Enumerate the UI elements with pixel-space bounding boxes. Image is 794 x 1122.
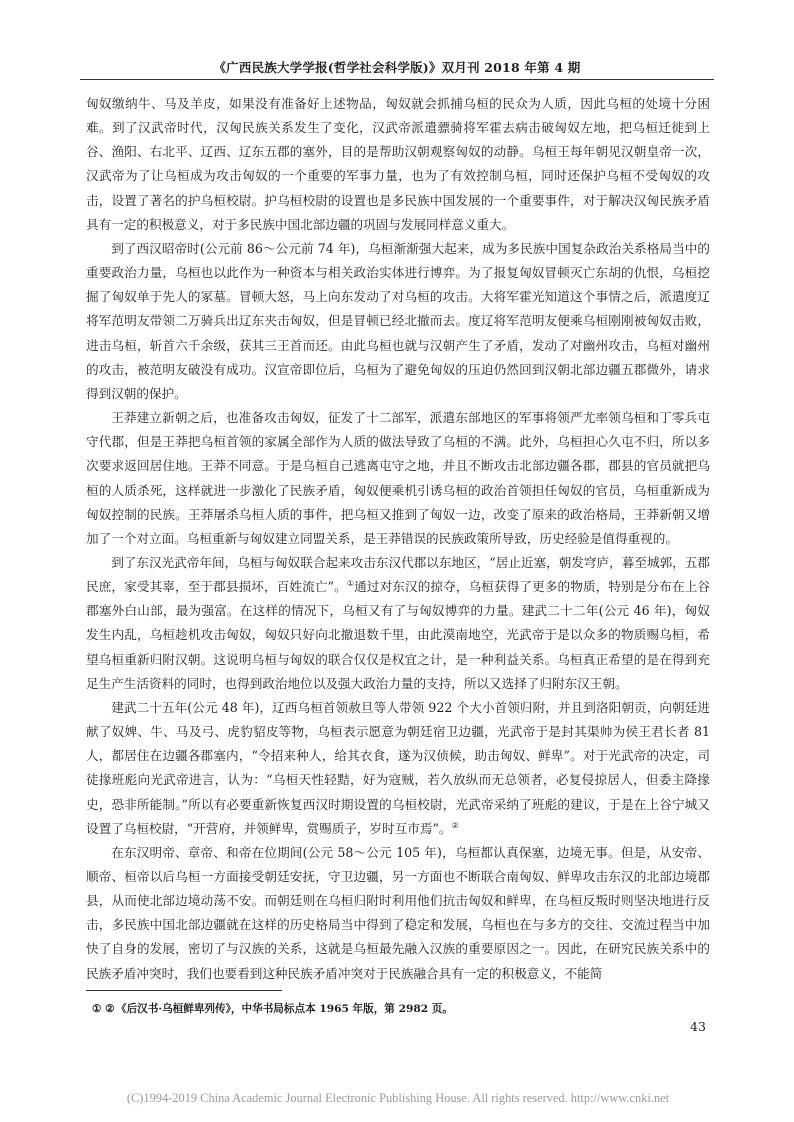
paragraph-4 — [86, 551, 710, 696]
footnote-divider — [86, 990, 282, 991]
paragraph-text: 在东汉明帝、章帝、和帝在位期间(公元 58～公元 105 年)，乌桓都认真保塞，边境无事。但是，从安帝、顺帝、桓帝以后乌桓一方面接受朝廷安抚，守卫边疆，另一方面也不断联合南匈奴、鲜卑攻击东汉的北部边境郡县，从而使北部边境动荡不安。而朝廷则在乌桓归附时利用他们抗击匈奴和鲜卑，在乌桓反叛时则坚决地进行反击，多民族中国北部边疆就在这样的历史格局当中得到了稳定和发展，乌桓也在与多方的交往、交流过程当中加快了自身的发展，密切了与汉族的关系，这就是乌桓最先融入汉族的重要原因之一。因此，在研究民族关系中的民族矛盾冲突时，我们也要看到这种民族矛盾冲突对于民族融合具有一定的积极意义，不能简 — [86, 844, 710, 981]
article-body — [86, 92, 710, 986]
paragraph-6 — [86, 841, 710, 986]
paragraph-text: 到了东汉光武帝年间，乌桓与匈奴联合起来攻击东汉代郡以东地区，“居止近塞，朝发穹庐，暮至城郭，五郡民庶，家受其辜，至于郡县损坏，百姓流亡”。 — [86, 554, 710, 595]
paragraph-text: 建武二十五年(公元 48 年)，辽西乌桓首领赦旦等人带领 922 个大小首领归附，并且到洛阳朝贡，向朝廷进献了奴婢、牛、马及弓、虎豹貂皮等物，乌桓表示愿意为朝廷宿卫边疆，光武帝于是封其渠帅为侯王君长者 81 人，都居住在边疆各郡塞内，“令招来种人，给其衣食，遂为汉侦候，助击匈奴、鲜卑”。对于光武帝的决定，司徒掾班彪向光武帝进言，认为：“乌桓天性轻黠，好为寇贼，若久放纵而无总领者，必复侵掠居人，但委主降掾史，恐非所能制。”所以有必要重新恢复西汉时期设置的乌桓校尉，光武帝采纳了班彪的建议，于是在上谷宁城又设置了乌桓校尉，“开营府，并领鲜卑，赏赐质子，岁时互市焉”。 — [86, 699, 710, 836]
footnote-text: 《后汉书·乌桓鲜卑列传》，中华书局标点本 1965 年版，第 2982 页。 — [116, 1003, 453, 1015]
paragraph-1 — [86, 92, 710, 237]
paragraph-text: 匈奴缴纳牛、马及羊皮，如果没有准备好上述物品，匈奴就会抓捕乌桓的民众为人质，因此乌桓的处境十分困难。到了汉武帝时代，汉匈民族关系发生了变化，汉武帝派遣骠骑将军霍去病击破匈奴左地，把乌桓迁徙到上谷、渔阳、右北平、辽西、辽东五郡的塞外，目的是帮助汉朝观察匈奴的动静。乌桓王每年朝见汉朝皇帝一次，汉武帝为了让乌桓成为攻击匈奴的一个重要的军事力量，也为了有效控制乌桓，同时还保护乌桓不受匈奴的攻击，设置了著名的护乌桓校尉。护乌桓校尉的设置也是多民族中国发展的一个重要事件，对于解决汉匈民族矛盾具有一定的积极意义，对于多民族中国北部边疆的巩固与发展同样意义重大。 — [86, 96, 710, 232]
footnote — [92, 1001, 692, 1017]
paragraph-text: 到了西汉昭帝时(公元前 86～公元前 74 年)，乌桓渐渐强大起来，成为多民族中国复杂政治关系格局当中的重要政治力量，乌桓也以此作为一种资本与相关政治实体进行博弈。为了报复匈奴冒顿灭亡东胡的仇恨，乌桓挖掘了匈奴单于先人的冢墓。冒顿大怒，马上向东发动了对乌桓的攻击。大将军霍光知道这个事情之后，派遣度辽将军范明友带领二万骑兵出辽东夹击匈奴，但是冒顿已经北撤而去。度辽将军范明友便乘乌桓刚刚被匈奴击败，进击乌桓，斩首六千余级，获其三王首而还。由此乌桓也就与汉朝产生了矛盾，发动了对幽州攻击，乌桓对幽州的攻击，被范明友破没有成功。汉宣帝即位后，乌桓为了避免匈奴的压迫仍然回到汉朝北部边疆五郡微外，请求得到汉朝的保护。 — [86, 240, 710, 401]
footnote-ref-1[interactable]: ① — [346, 579, 355, 589]
paragraph-3 — [86, 406, 710, 551]
page-number: 43 — [690, 1019, 706, 1034]
journal-running-header: 《广西民族大学学报(哲学社会科学版)》双月刊 2018 年第 4 期 — [213, 60, 581, 75]
header-divider — [80, 79, 714, 80]
footnote-ref-2[interactable]: ② — [451, 820, 459, 830]
footnote-marks: ① ② — [92, 1003, 115, 1015]
paragraph-text: 王莽建立新朝之后，也准备攻击匈奴，征发了十二部军，派遣东部地区的军事将领严尤率领乌桓和丁零兵屯守代郡，但是王莽把乌桓首领的家属全部作为人质的做法导致了乌桓的不满。此外，乌桓担心久屯不归，所以多次要求返回居住地。王莽不同意。于是乌桓自己逃离屯守之地，并且不断攻击北部边疆各郡，郡县的官员就把乌桓的人质杀死，这样就进一步激化了民族矛盾，匈奴便乘机引诱乌桓的政治首领担任匈奴的官员，乌桓重新成为匈奴控制的民族。王莽屠杀乌桓人质的事件，把乌桓又推到了匈奴一边，改变了原来的政治格局，王莽新朝又增加了一个对立面。乌桓重新与匈奴建立同盟关系，是王莽错误的民族政策所导致，历史经验是值得重视的。 — [86, 410, 710, 546]
copyright-notice: (C)1994-2019 China Academic Journal Electronic Publishing House. All rights reserved. http://www.cnki.net — [126, 1091, 670, 1105]
paragraph-5 — [86, 696, 710, 841]
paragraph-text-continued: 通过对东汉的掠夺，乌桓获得了更多的物质，特别是分布在上谷郡塞外白山部，最为强富。在这样的情况下，乌桓又有了与匈奴博弈的力量。建武二十二年(公元 46 年)，匈奴发生内乱，乌桓趁机攻击匈奴，匈奴只好向北撤退数千里，由此漠南地空，光武帝于是以众多的物质赐乌桓，希望乌桓重新归附汉朝。这说明乌桓与匈奴的联合仅仅是权宜之计，是一种利益关系。乌桓真正希望的是在得到充足生产生活资料的同时，也得到政治地位以及强大政治力量的支持，所以又选择了归附东汉王朝。 — [86, 579, 711, 691]
paragraph-2 — [86, 237, 710, 406]
